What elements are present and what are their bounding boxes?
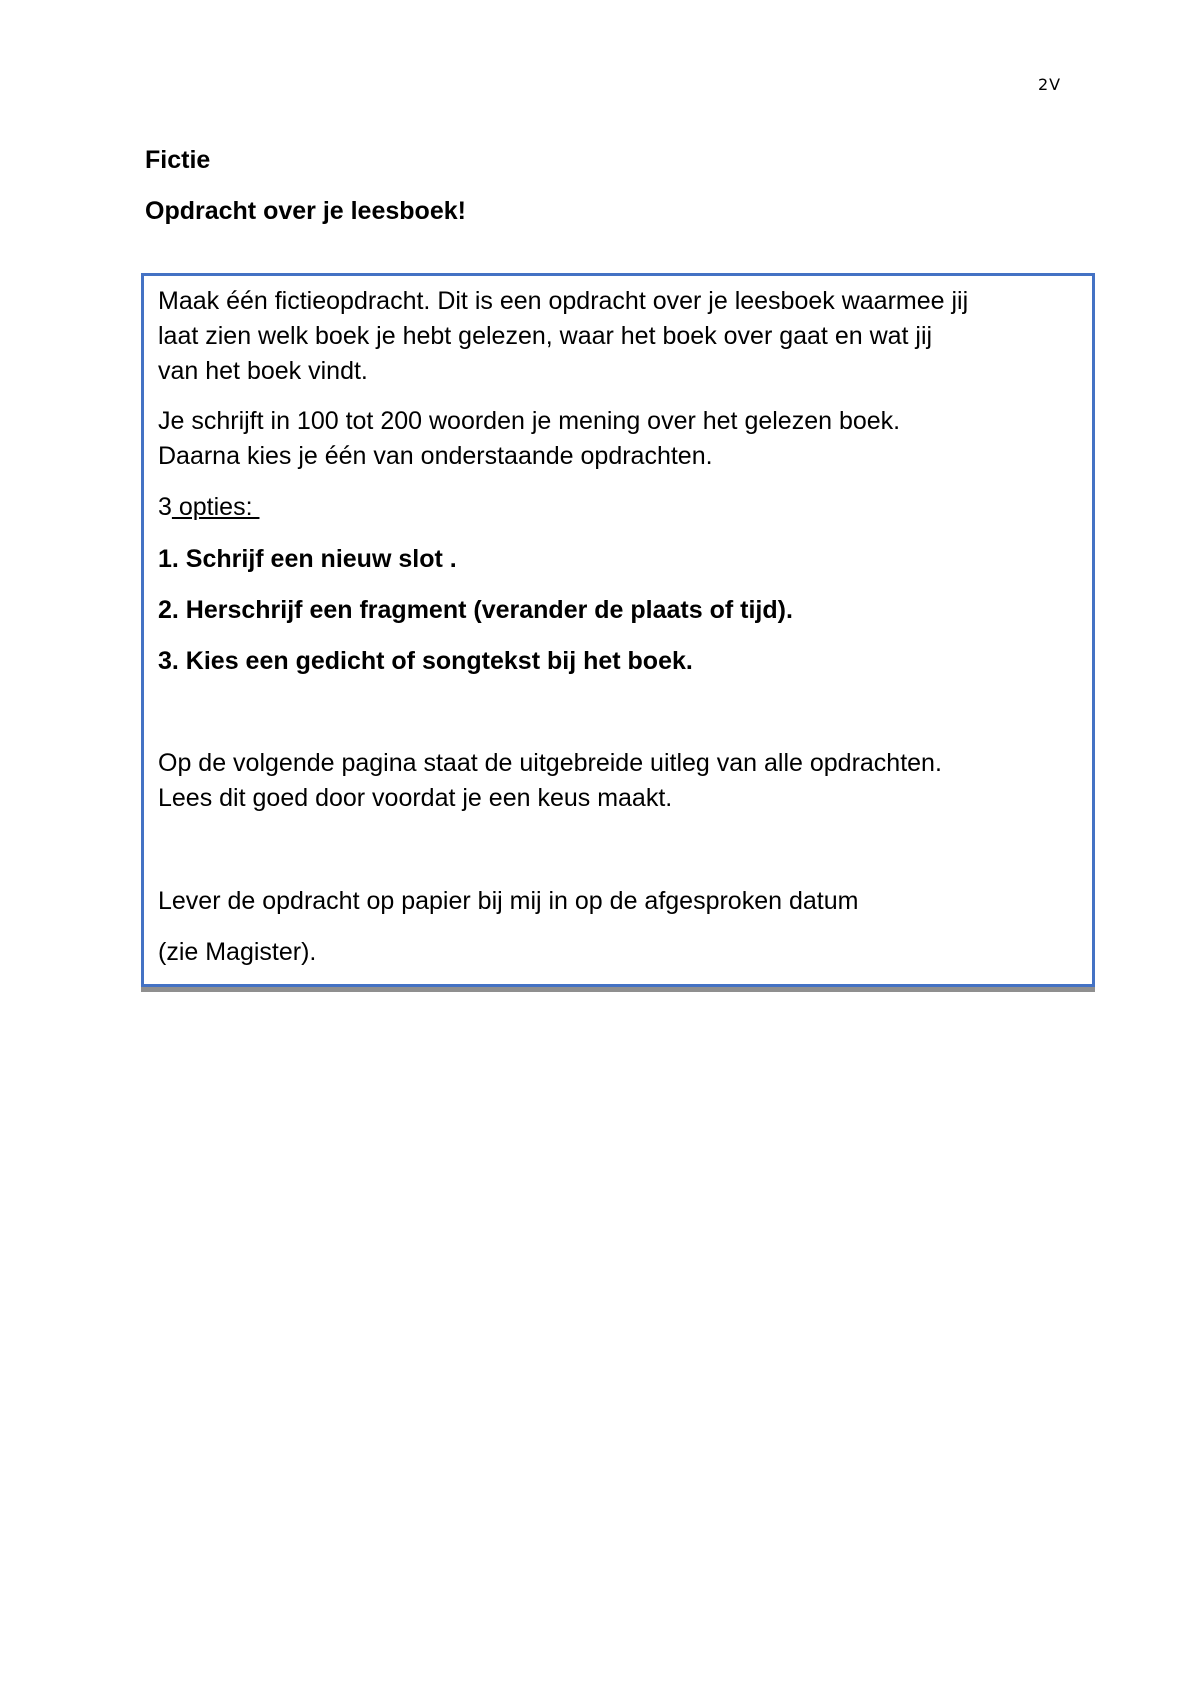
submit-note: (zie Magister). (158, 938, 317, 966)
intro-line: van het boek vindt. (158, 357, 368, 385)
opinion-paragraph (158, 404, 900, 474)
options-count: 3 (158, 493, 172, 521)
intro-paragraph (158, 284, 968, 389)
assignment-box (141, 273, 1095, 987)
opinion-line: Daarna kies je één van onderstaande opdrachten. (158, 442, 713, 470)
option-item: 2. Herschrijf een fragment (verander de plaats of tijd). (158, 596, 793, 624)
next-page-paragraph (158, 746, 942, 816)
opinion-line: Je schrijft in 100 tot 200 woorden je mening over het gelezen boek. (158, 407, 901, 435)
next-page-line: Lees dit goed door voordat je een keus maakt. (158, 784, 673, 812)
intro-line: laat zien welk boek je hebt gelezen, waar het boek over gaat en wat jij (158, 322, 933, 350)
option-item: 3. Kies een gedicht of songtekst bij het boek. (158, 647, 693, 675)
option-item: 1. Schrijf een nieuw slot . (158, 545, 457, 573)
document-title: Fictie (145, 146, 211, 174)
document-subtitle: Opdracht over je leesboek! (145, 197, 466, 225)
intro-line: Maak één fictieopdracht. Dit is een opdracht over je leesboek waarmee jij (158, 287, 969, 315)
page-label: 2V (1038, 75, 1062, 94)
submit-instruction: Lever de opdracht op papier bij mij in op de afgesproken datum (158, 887, 859, 915)
options-heading (158, 490, 259, 525)
next-page-line: Op de volgende pagina staat de uitgebreide uitleg van alle opdrachten. (158, 749, 942, 777)
options-label: opties: (171, 493, 260, 521)
